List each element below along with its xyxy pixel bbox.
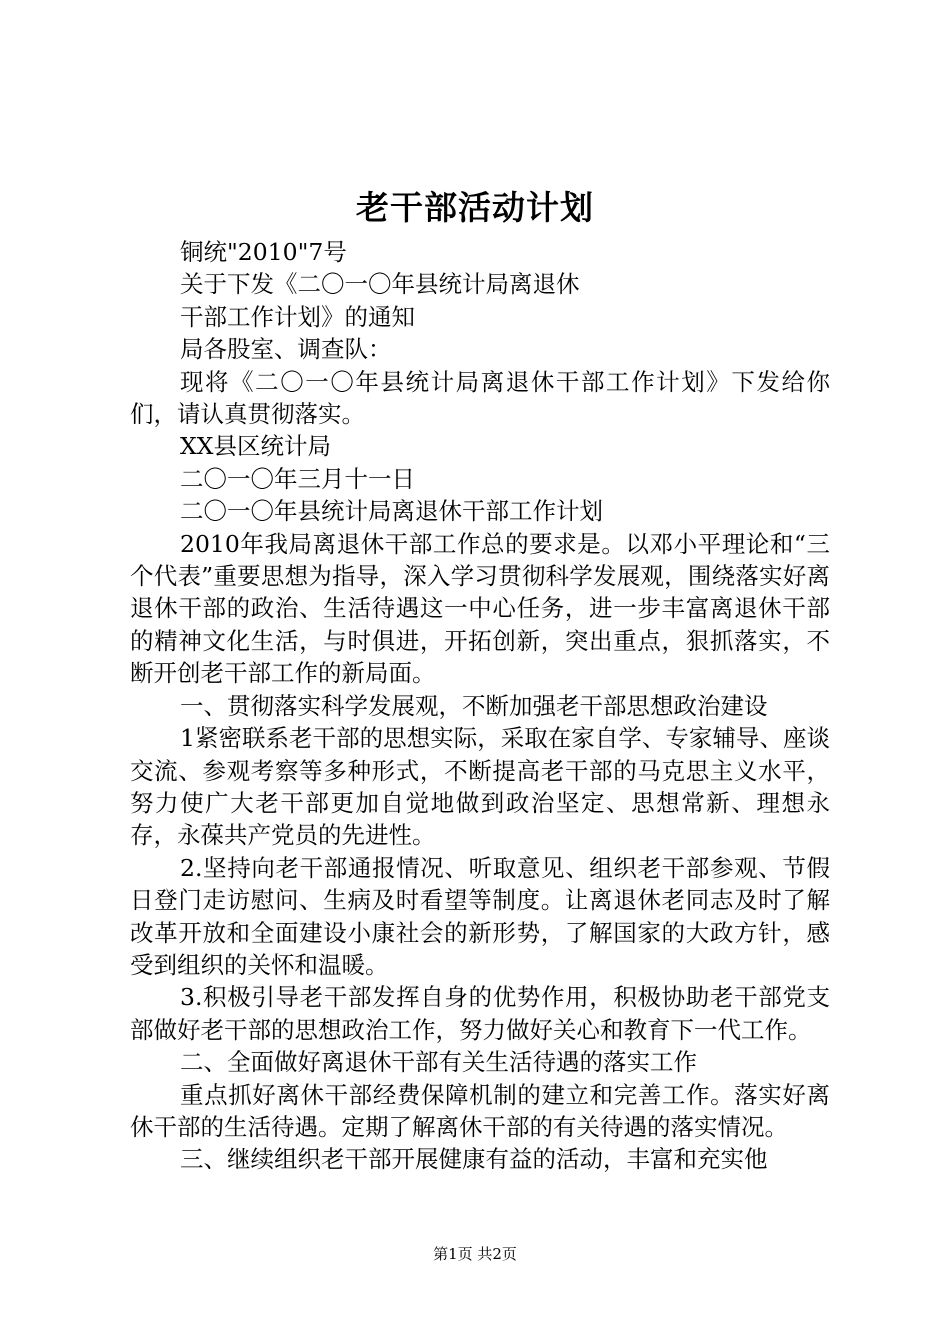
doc-number: 铜统"2010"7号 <box>180 238 347 266</box>
paragraph-1-2: 2.坚持向老干部通报情况、听取意见、组织老干部参观、节假日登门走访慰问、生病及时看望等制度。让离退休老同志及时了解改革开放和全面建设小康社会的新形势，了解国家的大政方针，感受到组织的关怀和温暖。 <box>130 853 830 979</box>
notice-title-line-2: 干部工作计划》的通知 <box>180 302 415 331</box>
document-title: 老干部活动计划 <box>356 188 594 227</box>
section-heading-3: 三、继续组织老干部开展健康有益的活动，丰富和充实他 <box>180 1145 768 1174</box>
paragraph-2-1: 重点抓好离休干部经费保障机制的建立和完善工作。落实好离休干部的生活待遇。定期了解离休干部的有关待遇的落实情况。 <box>130 1080 830 1141</box>
notice-body: 现将《二〇一〇年县统计局离退休干部工作计划》下发给你们，请认真贯彻落实。 <box>130 367 830 429</box>
issuer: XX县区统计局 <box>180 432 331 461</box>
notice-title-line-1: 关于下发《二〇一〇年县统计局离退休 <box>180 270 580 299</box>
document-body <box>130 236 830 1176</box>
paragraph-1-1: 1紧密联系老干部的思想实际，采取在家自学、专家辅导、座谈交流、参观考察等多种形式，不断提高老干部的马克思主义水平，努力使广大老干部更加自觉地做到政治坚定、思想常新、理想永存，永葆共产党员的先进性。 <box>130 724 830 850</box>
paragraph-overview: 2010年我局离退休干部工作总的要求是。以邓小平理论和“三个代表”重要思想为指导，深入学习贯彻科学发展观，围绕落实好离退休干部的政治、生活待遇这一中心任务，进一步丰富离退休干部的精神文化生活，与时俱进，开拓创新，突出重点，狠抓落实，不断开创老干部工作的新局面。 <box>130 529 830 688</box>
paragraph-1-3: 3.积极引导老干部发挥自身的优势作用，积极协助老干部党支部做好老干部的思想政治工作，努力做好关心和教育下一代工作。 <box>130 983 830 1044</box>
section-heading-2: 二、全面做好离退休干部有关生活待遇的落实工作 <box>180 1048 697 1077</box>
addressee: 局各股室、调查队： <box>180 335 392 364</box>
issue-date: 二〇一〇年三月十一日 <box>180 464 415 493</box>
plan-title: 二〇一〇年县统计局离退休干部工作计划 <box>180 497 603 526</box>
section-heading-1: 一、贯彻落实科学发展观，不断加强老干部思想政治建设 <box>180 691 768 720</box>
page-footer: 第1页 共2页 <box>433 1245 517 1263</box>
